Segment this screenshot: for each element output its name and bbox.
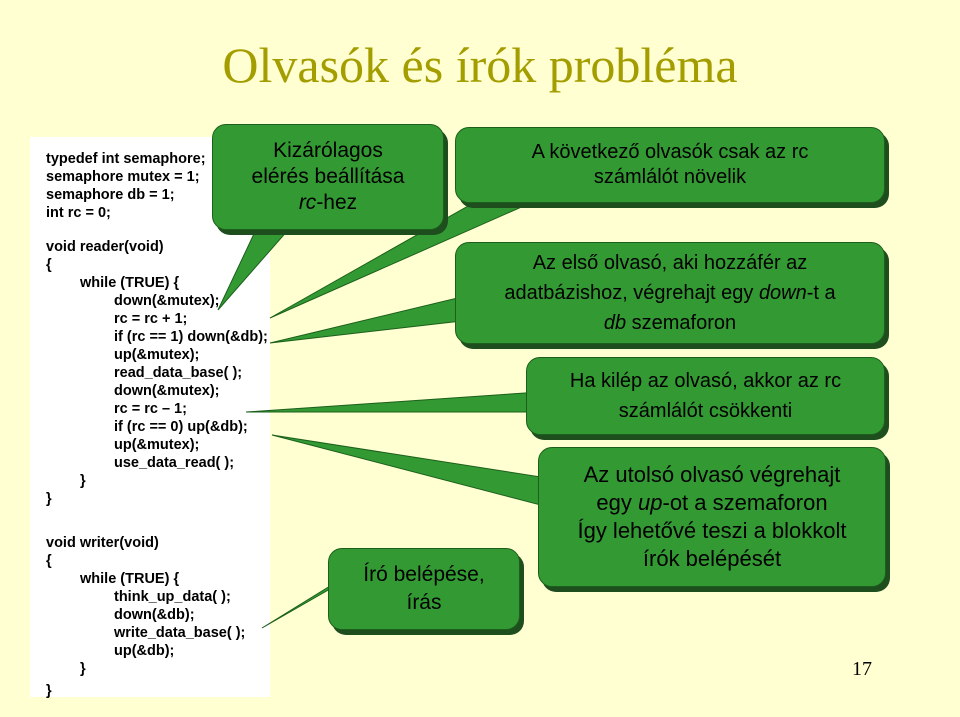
callout-last-reader — [538, 447, 886, 587]
pointer-reader-exit — [246, 392, 540, 412]
code-line: void reader(void) — [46, 239, 164, 255]
callout-text: A következő olvasók csak az rc — [531, 141, 809, 163]
code-line: rc = rc – 1; — [114, 401, 187, 417]
code-line: typedef int semaphore; — [46, 151, 206, 167]
code-line: down(&db); — [114, 607, 195, 623]
code-line: semaphore db = 1; — [46, 187, 175, 203]
code-line: } — [80, 473, 86, 489]
callout-text: Ha kilép az olvasó, akkor az rc — [569, 370, 842, 392]
code-line: up(&mutex); — [114, 347, 200, 363]
pointer-last-reader — [272, 435, 560, 510]
code-line: if (rc == 0) up(&db); — [114, 419, 248, 435]
slide-title: Olvasók és írók probléma — [222, 37, 738, 93]
callout-text — [456, 308, 884, 338]
code-line: read_data_base( ); — [114, 365, 243, 381]
code-line: rc = rc + 1; — [114, 311, 188, 327]
callout-text: -ot a szemaforon — [662, 490, 828, 515]
code-line: while (TRUE) { — [80, 571, 180, 587]
callout-text: számlálót csökkenti — [618, 400, 793, 422]
callout-text: adatbázishoz, végrehajt egy — [504, 282, 759, 304]
callout-text: Az utolsó olvasó végrehajt — [583, 462, 841, 487]
italic-term: down — [758, 282, 807, 304]
code-line: } — [46, 491, 52, 507]
callout-first-reader — [455, 242, 885, 344]
callout-text — [213, 190, 443, 216]
code-line: { — [46, 257, 52, 273]
callout-writer — [328, 548, 520, 630]
code-line: } — [80, 661, 86, 677]
callout-text: írás — [406, 591, 442, 614]
callout-reader-exit — [526, 357, 885, 435]
callout-text: szemaforon — [626, 312, 737, 334]
code-line: { — [46, 553, 52, 569]
italic-term: up — [638, 490, 663, 515]
callout-text: -t a — [806, 282, 836, 304]
code-line: while (TRUE) { — [80, 275, 180, 291]
callout-text: számlálót növelik — [593, 166, 747, 188]
callout-increment — [455, 127, 885, 203]
code-line: down(&mutex); — [114, 383, 220, 399]
callout-text: Kizárólagos — [273, 139, 383, 162]
code-line: write_data_base( ); — [114, 625, 246, 641]
callout-exclusive-access — [212, 124, 444, 230]
callout-text: Az első olvasó, aki hozzáfér az — [532, 252, 808, 274]
code-line: } — [46, 683, 52, 699]
code-line: up(&db); — [114, 643, 175, 659]
callout-text — [539, 489, 885, 517]
callout-text: Így lehetővé teszi a blokkolt — [577, 518, 847, 543]
callout-text: -hez — [316, 191, 358, 214]
italic-term: db — [603, 312, 627, 334]
code-line: up(&mutex); — [114, 437, 200, 453]
code-line: void writer(void) — [46, 535, 159, 551]
callout-text — [456, 278, 884, 308]
callout-text: Író belépése, — [363, 563, 485, 586]
callout-text: elérés beállítása — [251, 165, 405, 188]
code-line: down(&mutex); — [114, 293, 220, 309]
code-line: if (rc == 1) down(&db); — [114, 329, 268, 345]
italic-term: rc — [298, 191, 317, 214]
code-line: think_up_data( ); — [114, 589, 231, 605]
callout-text: írók belépését — [642, 546, 782, 571]
code-line: use_data_read( ); — [114, 455, 235, 471]
page-number: 17 — [852, 658, 872, 680]
code-line: semaphore mutex = 1; — [46, 169, 200, 185]
code-line: int rc = 0; — [46, 205, 111, 221]
callout-text: egy — [596, 490, 639, 515]
